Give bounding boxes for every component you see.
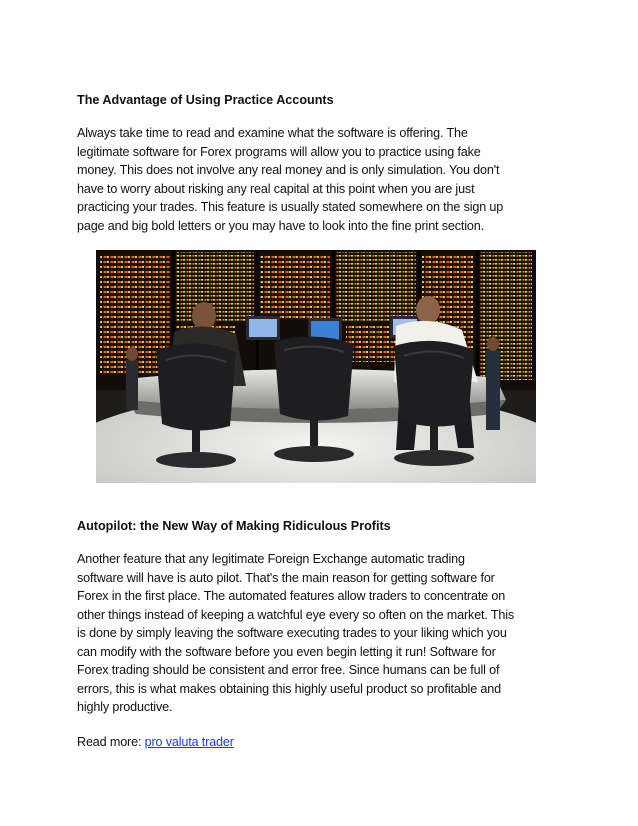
paragraph-practice-accounts xyxy=(77,124,563,235)
read-more-label: Read more: xyxy=(77,735,145,749)
paragraph-line: money. This does not involve any real money and is only simulation. You don't xyxy=(77,163,500,177)
paragraph-line: errors, this is what makes obtaining this highly useful product so profitable and xyxy=(77,681,501,696)
paragraph-line: is done by simply leaving the software executing trades to your liking which you xyxy=(77,626,507,640)
paragraph-line: have to worry about risking any real capital at this point when you are just xyxy=(77,181,475,196)
section-heading-practice-accounts: The Advantage of Using Practice Accounts xyxy=(77,93,334,107)
read-more-line xyxy=(77,733,563,752)
section-heading-autopilot: Autopilot: the New Way of Making Ridiculous Profits xyxy=(77,519,391,533)
read-more-link[interactable]: pro valuta trader xyxy=(144,735,234,749)
paragraph-line: Forex trading should be consistent and error free. Since humans can be full of xyxy=(77,663,500,677)
trading-floor-photo xyxy=(96,250,536,483)
paragraph-line: Another feature that any legitimate Foreign Exchange automatic trading xyxy=(77,552,465,566)
paragraph-line: software will have is auto pilot. That's the main reason for getting software for xyxy=(77,570,495,585)
paragraph-line: can modify with the software before you even begin letting it run! Software for xyxy=(77,644,496,659)
paragraph-line: practicing your trades. This feature is usually stated somewhere on the sign up xyxy=(77,200,504,214)
paragraph-line: legitimate software for Forex programs will allow you to practice using fake xyxy=(77,144,481,159)
paragraph-line: Always take time to read and examine what the software is offering. The xyxy=(77,126,468,140)
paragraph-autopilot xyxy=(77,550,563,717)
paragraph-line: highly productive. xyxy=(77,700,173,714)
paragraph-line: page and big bold letters or you may have to look into the fine print section. xyxy=(77,218,484,233)
paragraph-line: Forex in the first place. The automated features allow traders to concentrate on xyxy=(77,589,506,603)
paragraph-line: other things instead of keeping a watchful eye every so often on the market. This xyxy=(77,607,515,622)
